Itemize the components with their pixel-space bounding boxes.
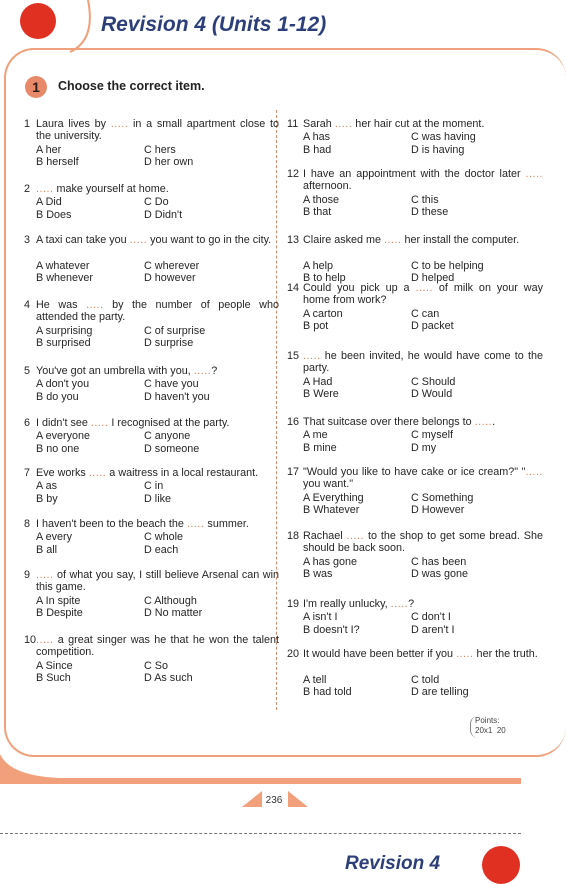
- option-c[interactable]: C have you: [144, 378, 199, 391]
- question-9: [24, 569, 279, 620]
- option-d[interactable]: D However: [411, 504, 465, 517]
- question-text-after: he been invited, he would have come to the party.: [303, 350, 543, 375]
- question-text-before: You've got an umbrella with you,: [36, 365, 194, 377]
- answer-blank: .....: [88, 467, 107, 479]
- answer-blank: .....: [129, 234, 148, 246]
- question-text: [303, 466, 543, 491]
- option-d[interactable]: D are telling: [411, 686, 469, 699]
- option-a[interactable]: A has: [303, 131, 331, 144]
- question-3: [24, 234, 279, 285]
- option-b[interactable]: B that: [303, 206, 332, 219]
- option-c[interactable]: C hers: [144, 143, 176, 156]
- answer-blank: .....: [474, 416, 493, 428]
- question-7: [24, 467, 279, 505]
- option-d[interactable]: D helped: [411, 272, 455, 285]
- question-text: [303, 118, 543, 130]
- question-text: [36, 299, 279, 324]
- option-a[interactable]: A Had: [303, 375, 333, 388]
- option-c[interactable]: C Should: [411, 375, 456, 388]
- option-b[interactable]: B by: [36, 492, 58, 505]
- option-a[interactable]: A carton: [303, 307, 343, 320]
- option-c[interactable]: C anyone: [144, 430, 191, 443]
- question-text-after: .: [492, 416, 496, 428]
- question-8: [24, 518, 279, 556]
- option-b[interactable]: B Were: [303, 388, 339, 401]
- answer-blank: .....: [36, 183, 54, 195]
- option-d[interactable]: D surprise: [144, 337, 194, 350]
- option-b[interactable]: B to help: [303, 272, 346, 285]
- question-text-after: in a small apartment close to the university.: [36, 118, 279, 143]
- question-text-before: I have an appointment with the doctor later: [303, 168, 526, 180]
- option-a[interactable]: A Everything: [303, 491, 364, 504]
- question-text-before: Rachael: [303, 530, 347, 542]
- question-12: [287, 168, 543, 219]
- option-d[interactable]: D my: [411, 441, 437, 454]
- answer-blank: .....: [36, 569, 54, 581]
- question-20: [287, 648, 543, 699]
- question-text: [36, 365, 279, 377]
- option-b[interactable]: B Such: [36, 672, 71, 685]
- option-c[interactable]: C So: [144, 659, 169, 672]
- option-c[interactable]: C Something: [411, 491, 474, 504]
- page-separator: [0, 833, 521, 834]
- option-b[interactable]: B whenever: [36, 272, 94, 285]
- question-text-before: Sarah: [303, 118, 335, 130]
- question-text-before: He was: [36, 299, 87, 311]
- question-text-before: A taxi can take you: [36, 234, 130, 246]
- question-number: 11: [287, 118, 299, 130]
- question-text-after: by the number of people who attended the party.: [36, 299, 279, 324]
- option-b[interactable]: B pot: [303, 320, 329, 333]
- option-c[interactable]: C don't I: [411, 611, 451, 624]
- option-a[interactable]: A help: [303, 259, 334, 272]
- option-b[interactable]: B all: [36, 543, 58, 556]
- answer-blank: .....: [525, 466, 543, 478]
- option-d[interactable]: D No matter: [144, 607, 203, 620]
- question-text-before: I haven't been to the beach the: [36, 518, 187, 530]
- question-text-after: a great singer was he that he won the talent competition.: [36, 634, 279, 659]
- option-b[interactable]: B no one: [36, 442, 80, 455]
- option-d[interactable]: D haven't you: [144, 390, 210, 403]
- question-text: [303, 530, 543, 555]
- option-c[interactable]: C Do: [144, 196, 169, 209]
- question-text-before: Eve works: [36, 467, 89, 479]
- option-c[interactable]: C told: [411, 673, 440, 686]
- answer-blank: .....: [525, 168, 543, 180]
- option-d[interactable]: D Didn't: [144, 208, 183, 221]
- page-title: Revision 4 (Units 1-12): [101, 13, 327, 36]
- question-number: 18: [287, 530, 300, 542]
- answer-blank: .....: [456, 648, 474, 660]
- question-text: [36, 118, 279, 143]
- question-text: [303, 598, 543, 610]
- option-b[interactable]: B had: [303, 143, 332, 156]
- option-c[interactable]: C whole: [144, 531, 184, 544]
- question-text-after: to the shop to get some bread. She should be back soon.: [303, 530, 543, 555]
- question-number: 15: [287, 350, 300, 362]
- option-a[interactable]: A Since: [36, 659, 73, 672]
- question-number: 10: [24, 634, 37, 646]
- option-b[interactable]: B mine: [303, 441, 337, 454]
- question-1: [24, 118, 279, 169]
- question-19: [287, 598, 543, 636]
- question-text: [36, 569, 279, 594]
- question-number: 14: [287, 282, 300, 294]
- question-text-before: "Would you like to have cake or ice cream?" ": [303, 466, 526, 478]
- question-text-after: afternoon.: [303, 180, 352, 193]
- points-label: Points:: [475, 716, 500, 725]
- question-text: [303, 350, 543, 375]
- option-c[interactable]: C can: [411, 307, 440, 320]
- option-d[interactable]: D like: [144, 492, 171, 505]
- option-d[interactable]: D these: [411, 206, 449, 219]
- question-text-before: That suitcase over there belongs to: [303, 416, 475, 428]
- question-text-after: summer.: [204, 518, 249, 530]
- question-number: 12: [287, 168, 300, 180]
- question-text-after: of milk on your way home from work?: [303, 282, 543, 307]
- option-c[interactable]: C of surprise: [144, 324, 206, 337]
- frame-bottom-swoosh: [0, 748, 521, 784]
- question-text: [36, 183, 279, 195]
- option-c[interactable]: C wherever: [144, 259, 200, 272]
- option-a[interactable]: A surprising: [36, 324, 93, 337]
- option-a[interactable]: A those: [303, 193, 340, 206]
- question-text: [36, 417, 279, 429]
- question-text-before: I'm really unlucky,: [303, 598, 391, 610]
- question-text-after: I recognised at the party.: [108, 417, 230, 429]
- question-text-before: I didn't see: [36, 417, 91, 429]
- question-number: 16: [287, 416, 300, 428]
- option-c[interactable]: C was having: [411, 131, 476, 144]
- option-a[interactable]: A isn't I: [303, 611, 338, 624]
- option-b[interactable]: B surprised: [36, 337, 91, 350]
- question-text-after: a waitress in a local restaurant.: [106, 467, 259, 479]
- question-text: [303, 416, 543, 428]
- question-text: [303, 234, 543, 246]
- option-d[interactable]: D aren't I: [411, 623, 455, 636]
- option-d[interactable]: D Would: [411, 388, 453, 401]
- question-text-before: Could you pick up a: [303, 282, 416, 294]
- question-text: [36, 634, 279, 659]
- option-a[interactable]: A me: [303, 429, 328, 442]
- question-11: [287, 118, 543, 156]
- question-text-after: you want to go in the city.: [147, 234, 272, 246]
- option-d[interactable]: D was gone: [411, 568, 469, 581]
- question-number: 1: [24, 118, 31, 130]
- question-2: [24, 183, 279, 221]
- exercise-instruction: Choose the correct item.: [58, 79, 205, 93]
- option-c[interactable]: C myself: [411, 429, 453, 442]
- option-d[interactable]: D packet: [411, 320, 454, 333]
- question-text-after: her hair cut at the moment.: [352, 118, 485, 130]
- option-a[interactable]: A as: [36, 480, 58, 493]
- points-box: [470, 716, 506, 738]
- question-number: 6: [24, 417, 31, 429]
- answer-blank: .....: [384, 234, 402, 246]
- option-b[interactable]: B Does: [36, 208, 72, 221]
- question-text: [303, 168, 543, 193]
- question-text-before: Claire asked me: [303, 234, 385, 246]
- option-b[interactable]: B doesn't I?: [303, 623, 360, 636]
- question-number: 7: [24, 467, 31, 479]
- option-a[interactable]: A every: [36, 531, 73, 544]
- question-text-after: her install the computer.: [401, 234, 520, 246]
- question-text: [303, 648, 543, 660]
- points-score: 20x1 20: [475, 726, 506, 735]
- option-b[interactable]: B herself: [36, 156, 79, 169]
- question-5: [24, 365, 279, 403]
- option-d[interactable]: D however: [144, 272, 196, 285]
- option-a[interactable]: A her: [36, 143, 62, 156]
- option-a[interactable]: A Did: [36, 196, 62, 209]
- option-a[interactable]: A don't you: [36, 378, 90, 391]
- question-6: [24, 417, 279, 455]
- question-number: 17: [287, 466, 300, 478]
- question-4: [24, 299, 279, 350]
- option-c[interactable]: C Although: [144, 594, 197, 607]
- question-text-after: her the truth.: [473, 648, 538, 660]
- answer-blank: .....: [346, 530, 365, 542]
- question-text: [36, 234, 279, 246]
- next-page-title: Revision 4: [345, 853, 441, 874]
- answer-blank: .....: [36, 634, 54, 646]
- question-text-before: Laura lives by: [36, 118, 111, 130]
- question-16: [287, 416, 543, 454]
- question-13: [287, 234, 543, 285]
- answer-blank: .....: [186, 518, 205, 530]
- next-page-red-dot: [482, 846, 520, 884]
- exercise-number: 1: [25, 76, 47, 98]
- question-text-after: of what you say, I still believe Arsenal can win this game.: [36, 569, 279, 594]
- question-number: 3: [24, 234, 31, 246]
- question-number: 4: [24, 299, 31, 311]
- option-b[interactable]: B Despite: [36, 607, 83, 620]
- question-text: [36, 518, 279, 530]
- question-text-after: you want.": [303, 478, 354, 491]
- question-10: [24, 634, 279, 685]
- answer-blank: .....: [415, 282, 433, 294]
- question-text-before: It would have been better if you: [303, 648, 457, 660]
- option-d[interactable]: D someone: [144, 442, 200, 455]
- option-d[interactable]: D each: [144, 543, 179, 556]
- answer-blank: .....: [86, 299, 104, 311]
- answer-blank: .....: [110, 118, 129, 130]
- answer-blank: .....: [193, 365, 212, 377]
- question-number: 5: [24, 365, 31, 377]
- option-d[interactable]: D As such: [144, 672, 193, 685]
- question-number: 19: [287, 598, 300, 610]
- question-text: [303, 282, 543, 307]
- option-a[interactable]: A everyone: [36, 430, 91, 443]
- answer-blank: .....: [390, 598, 409, 610]
- option-b[interactable]: B was: [303, 568, 333, 581]
- option-b[interactable]: B do you: [36, 390, 79, 403]
- option-d[interactable]: D is having: [411, 143, 465, 156]
- option-a[interactable]: A tell: [303, 673, 327, 686]
- answer-blank: .....: [334, 118, 353, 130]
- option-a[interactable]: A In spite: [36, 594, 81, 607]
- question-text-after: make yourself at home.: [53, 183, 169, 195]
- page-number: 236: [265, 795, 283, 806]
- option-c[interactable]: C in: [144, 480, 164, 493]
- question-15: [287, 350, 543, 401]
- option-a[interactable]: A whatever: [36, 259, 90, 272]
- question-18: [287, 530, 543, 581]
- question-number: 20: [287, 648, 300, 660]
- option-a[interactable]: A has gone: [303, 555, 358, 568]
- option-c[interactable]: C to be helping: [411, 259, 484, 272]
- option-c[interactable]: C has been: [411, 555, 467, 568]
- option-b[interactable]: B had told: [303, 686, 352, 699]
- question-number: 13: [287, 234, 300, 246]
- question-text: [36, 467, 279, 479]
- option-b[interactable]: B Whatever: [303, 504, 360, 517]
- answer-blank: .....: [303, 350, 321, 362]
- question-text-after: ?: [408, 598, 415, 610]
- question-number: 9: [24, 569, 31, 581]
- answer-blank: .....: [90, 417, 109, 429]
- question-text-after: ?: [211, 365, 218, 377]
- question-number: 8: [24, 518, 31, 530]
- option-d[interactable]: D her own: [144, 156, 194, 169]
- question-14: [287, 282, 543, 333]
- question-17: [287, 466, 543, 517]
- question-number: 2: [24, 183, 31, 195]
- option-c[interactable]: C this: [411, 193, 439, 206]
